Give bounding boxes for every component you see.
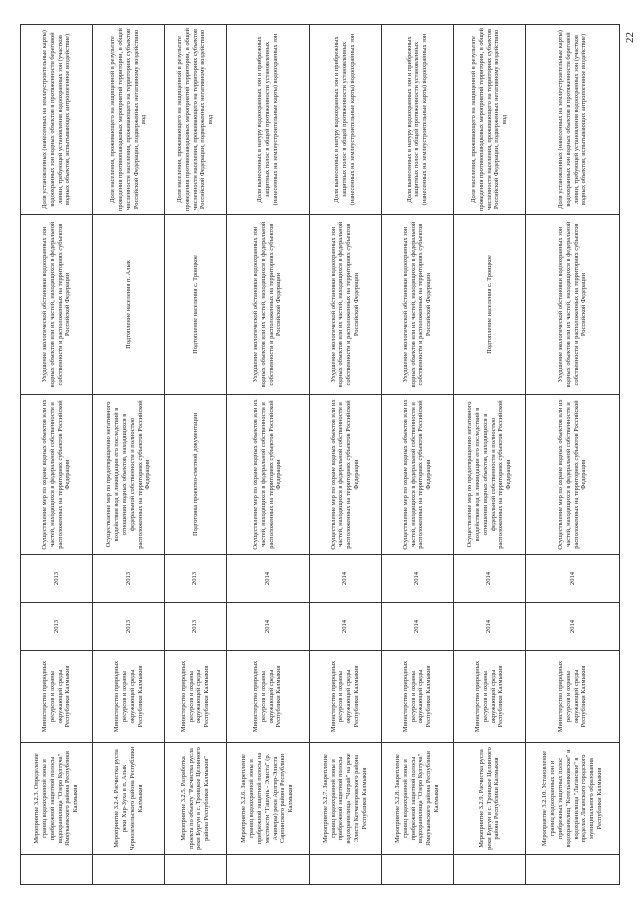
consequence-cell: Ухудшение экологической обстановки водоохранных зон водных объектов или их частей, находящихся в федеральной собственности и расположенных на территориях субъектов Российской Федерации — [226, 215, 309, 395]
number-cell — [93, 855, 165, 885]
content-cell: Подготовка проектно-сметной документации — [165, 395, 226, 555]
table-row — [165, 25, 226, 885]
end-year-cell: 2014 — [453, 555, 525, 603]
responsible-cell: Министерство природных ресурсов и охраны окружающей среды Республики Калмыкия — [165, 651, 226, 743]
measure-name-cell: Мероприятие 3.2.7. Закрепление границ водоохранной зоны и прибрежной защитной полосы водохранилища "Чограй" на реке Элиста Кетченеровского района Республики Калмыкия — [309, 743, 381, 855]
indicator-cell: Доля вынесенных в натуру водоохранных зон и прибрежных защитных полос в общей протяженности установленных (нанесенных на землеустроительные карты) водоохранных зон — [381, 25, 453, 215]
indicator-cell: Доля установленных (нанесенных на землеустроительные карты) водоохранных зон водных объектов в протяженности береговой линии, требующей установления водоохранных зон (участков водных объектов, испытывающих антропогенное воздействие) — [21, 25, 93, 215]
measure-name-cell: Мероприятие 3.2.3. Определение границ водоохранной зоны и прибрежной защитной полосы водохранилища "Озеро Култуча" Ямкукаевского района Республики Калмыкия — [21, 743, 93, 855]
measure-name-cell: Мероприятие 3.2.4. Расчистка русла реки Хар-Зуха в п. Алык Черноземельского района Республики Калмыкия — [93, 743, 165, 855]
measure-name-cell: Мероприятие 3.2.9. Расчистка русла реки Бургун в с. Троицкое Целинного района Республики Калмыкия — [453, 743, 525, 855]
number-cell — [165, 855, 226, 885]
start-year-cell: 2014 — [381, 603, 453, 651]
responsible-cell: Министерство природных ресурсов и охраны окружающей среды Республики Калмыкия — [526, 651, 620, 743]
number-cell — [381, 855, 453, 885]
measures-table — [20, 24, 620, 885]
table-row — [21, 25, 93, 885]
table-body — [21, 25, 620, 885]
start-year-cell: 2014 — [226, 603, 309, 651]
table-row — [93, 25, 165, 885]
responsible-cell: Министерство природных ресурсов и охраны окружающей среды Республики Калмыкия — [309, 651, 381, 743]
page-number: 22 — [624, 32, 636, 43]
content-cell: Осуществление мер по охране водных объектов или их частей, находящихся в федеральной собственности и расположенных на территориях субъектов Российской Федерации — [526, 395, 620, 555]
start-year-cell: 2013 — [165, 603, 226, 651]
consequence-cell: Подтопление населения с. Троицкое — [453, 215, 525, 395]
measure-name-cell: Мероприятие 3.2.8. Закрепление границ водоохранной зоны и прибрежной защитной полосы водохранилища "Озеро Култуча" Ямкукаевского района Республики Калмыкия — [381, 743, 453, 855]
responsible-cell: Министерство природных ресурсов и охраны окружающей среды Республики Калмыкия — [453, 651, 525, 743]
measure-name-cell: Мероприятие 3.2.10. Установление границ водоохранных зон и прибрежных защитных полос водохранилищ "Котельниковское" и водохранилища "Лаганское" в пределах Лаганского городского муниципального образования Республики Калмыкия — [526, 743, 620, 855]
responsible-cell: Министерство природных ресурсов и охраны окружающей среды Республики Калмыкия — [21, 651, 93, 743]
table-row — [381, 25, 453, 885]
measure-name-cell: Мероприятие 3.2.6. Закрепление границ водоохранной зоны и прибрежной защитной полосы на местности "Гашунь - Элиста" (р. Ачинеры) реки Арзгир-Элиста Сарпинского района Республики Калмыкия — [226, 743, 309, 855]
start-year-cell: 2013 — [21, 603, 93, 651]
table-row — [453, 25, 525, 885]
number-cell — [21, 855, 93, 885]
start-year-cell: 2013 — [93, 603, 165, 651]
measure-name-cell: Мероприятие 3.2.5. Разработка проекта по объекту "Расчистка русла реки Бургун в с. Троицкое Целинного района Республики Калмыкия" — [165, 743, 226, 855]
end-year-cell: 2014 — [226, 555, 309, 603]
table-row — [526, 25, 620, 885]
number-cell — [309, 855, 381, 885]
content-cell: Осуществление мер по охране водных объектов или их частей, находящихся в федеральной собственности и расположенных на территориях субъектов Российской Федерации — [309, 395, 381, 555]
indicator-cell: Доля установленных (нанесенных на землеустроительные карты) водоохранных зон водных объектов в протяженности береговой линии, требующей установления водоохранных зон (участков водных объектов, испытывающих антропогенное воздействие) — [526, 25, 620, 215]
number-cell — [453, 855, 525, 885]
responsible-cell: Министерство природных ресурсов и охраны окружающей среды Республики Калмыкия — [381, 651, 453, 743]
consequence-cell: Ухудшение экологической обстановки водоохранных зон водных объектов или их частей, находящихся в федеральной собственности и расположенных на территориях субъектов Российской Федерации — [526, 215, 620, 395]
end-year-cell: 2014 — [381, 555, 453, 603]
start-year-cell: 2014 — [526, 603, 620, 651]
end-year-cell: 2013 — [165, 555, 226, 603]
indicator-cell: Доля населения, проживающего на защищенной в результате проведения противопаводковых мероприятий территории, в общей численности населения, проживающего на территориях субъектов Российской Федерации, подверженных негативному воздействию вод — [453, 25, 525, 215]
rotated-table-wrapper — [20, 25, 620, 885]
end-year-cell: 2014 — [526, 555, 620, 603]
consequence-cell: Ухудшение экологической обстановки водоохранных зон водных объектов или их частей, находящихся в федеральной собственности и расположенных на территориях субъектов Российской Федерации — [21, 215, 93, 395]
consequence-cell: Подтопление населения п. Алык — [93, 215, 165, 395]
indicator-cell: Доля населения, проживающего на защищенной в результате проведения противопаводковых мероприятий территории, в общей численности населения, проживающего на территориях субъектов Российской Федерации, подверженных негативному воздействию вод — [165, 25, 226, 215]
end-year-cell: 2014 — [309, 555, 381, 603]
end-year-cell: 2013 — [93, 555, 165, 603]
content-cell: Осуществление мер по предотвращению негативного воздействия вод и ликвидации его последствий в отношении водных объектов, находящихся в федеральной собственности и полностью расположенных на территориях субъектов Российской Федерации — [453, 395, 525, 555]
indicator-cell: Доля населения, проживающего на защищенной в результате проведения противопаводковых мероприятий территории, в общей численности населения, проживающего на территориях субъектов Российской Федерации, подверженных негативному воздействию вод — [93, 25, 165, 215]
content-cell: Осуществление мер по предотвращению негативного воздействия вод и ликвидации его последствий в отношении водных объектов, находящихся в федеральной собственности и полностью расположенных на территориях субъектов Российской Федерации — [93, 395, 165, 555]
indicator-cell: Доля вынесенных в натуру водоохранных зон и прибрежных защитных полос в общей протяженности установленных (нанесенных на землеустроительные карты) водоохранных зон — [226, 25, 309, 215]
responsible-cell: Министерство природных ресурсов и охраны окружающей среды Республики Калмыкия — [93, 651, 165, 743]
content-cell: Осуществление мер по охране водных объектов или их частей, находящихся в федеральной собственности и расположенных на территориях субъектов Российской Федерации — [21, 395, 93, 555]
content-cell: Осуществление мер по охране водных объектов или их частей, находящихся в федеральной собственности и расположенных на территориях субъектов Российской Федерации — [381, 395, 453, 555]
start-year-cell: 2014 — [453, 603, 525, 651]
table-row — [226, 25, 309, 885]
table-row — [309, 25, 381, 885]
number-cell — [226, 855, 309, 885]
content-cell: Осуществление мер по охране водных объектов или их частей, находящихся в федеральной собственности и расположенных на территориях субъектов Российской Федерации — [226, 395, 309, 555]
number-cell — [526, 855, 620, 885]
start-year-cell: 2014 — [309, 603, 381, 651]
consequence-cell: Ухудшение экологической обстановки водоохранных зон водных объектов или их частей, находящихся в федеральной собственности и расположенных на территориях субъектов Российской Федерации — [381, 215, 453, 395]
indicator-cell: Доля вынесенных в натуру водоохранных зон и прибрежных защитных полос в общей протяженности установленных (нанесенных на землеустроительные карты) водоохранных зон — [309, 25, 381, 215]
consequence-cell: Ухудшение экологической обстановки водоохранных зон водных объектов или их частей, находящихся в федеральной собственности и расположенных на территориях субъектов Российской Федерации — [309, 215, 381, 395]
responsible-cell: Министерство природных ресурсов и охраны окружающей среды Республики Калмыкия — [226, 651, 309, 743]
end-year-cell: 2013 — [21, 555, 93, 603]
consequence-cell: Подтопление населения с. Троицкое — [165, 215, 226, 395]
